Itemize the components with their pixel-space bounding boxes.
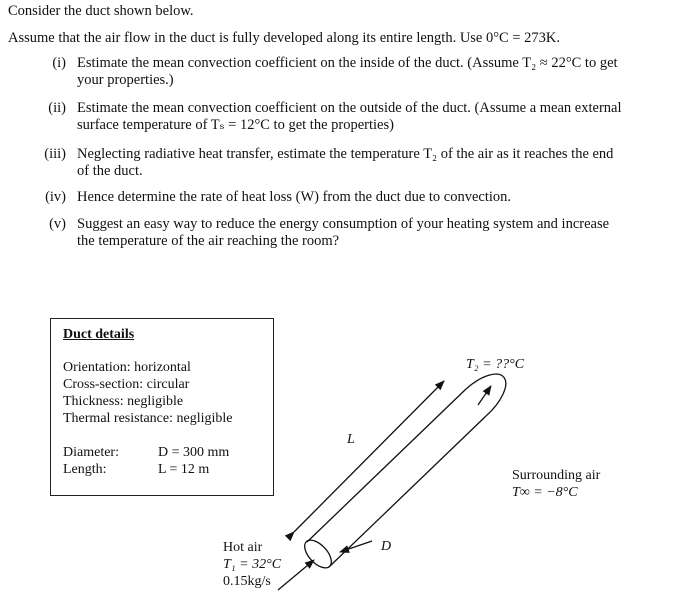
inlet-flow-arrow [278, 560, 314, 590]
hot-air-label: Hot air [223, 540, 263, 555]
length-dimension-arrow [294, 381, 444, 532]
question-line: Hence determine the rate of heat loss (W) from the duct due to convection. [77, 189, 512, 205]
mass-flow-rate: 0.15kg/s [223, 574, 271, 589]
question-number: (i) [52, 55, 66, 71]
question-line: your properties.) [77, 72, 174, 88]
duct-outlet-end [466, 374, 506, 416]
orientation-text: Orientation: horizontal [63, 360, 191, 375]
length-symbol: L [347, 432, 355, 447]
question-number: (v) [49, 216, 66, 232]
question-line: Neglecting radiative heat transfer, estimate the temperature T₂ of the air as it reaches the end [77, 146, 614, 162]
question-number: (iv) [45, 189, 66, 205]
question-line: Suggest an easy way to reduce the energy consumption of your heating system and increase [77, 216, 610, 232]
question-line: surface temperature of Tₛ = 12°C to get the properties) [77, 117, 394, 133]
surrounding-air-label: Surrounding air [512, 468, 601, 483]
length-label: Length: [63, 462, 107, 477]
duct-wall-upper [307, 389, 466, 542]
thickness-text: Thickness: negligible [63, 394, 184, 409]
diameter-value: D = 300 mm [158, 445, 230, 460]
assumption-text: Assume that the air flow in the duct is fully developed along its entire length. Use 0°C = 273K. [8, 30, 560, 46]
surrounding-temperature: T∞ = −8°C [512, 485, 578, 500]
outlet-flow-arrow [478, 386, 491, 405]
length-value: L = 12 m [158, 462, 210, 477]
box-title: Duct details [63, 327, 135, 342]
question-line: the temperature of the air reaching the room? [77, 233, 340, 249]
diameter-leader-arrow [340, 541, 372, 552]
inlet-temperature: T₁ = 32°C [223, 557, 282, 572]
question-number: (iii) [44, 146, 66, 162]
question-line: Estimate the mean convection coefficient on the outside of the duct. (Assume a mean external [77, 100, 622, 116]
question-line: of the duct. [77, 163, 143, 179]
outlet-temperature-label: T₂ = ??°C [466, 357, 525, 372]
intro-text: Consider the duct shown below. [8, 3, 194, 19]
cross-section-text: Cross-section: circular [63, 377, 190, 392]
diameter-label: Diameter: [63, 445, 119, 460]
thermal-resistance-text: Thermal resistance: negligible [63, 411, 233, 426]
question-line: Estimate the mean convection coefficient on the inside of the duct. (Assume T₂ ≈ 22°C to get [77, 55, 618, 71]
diameter-symbol: D [381, 539, 392, 554]
question-number: (ii) [48, 100, 66, 116]
